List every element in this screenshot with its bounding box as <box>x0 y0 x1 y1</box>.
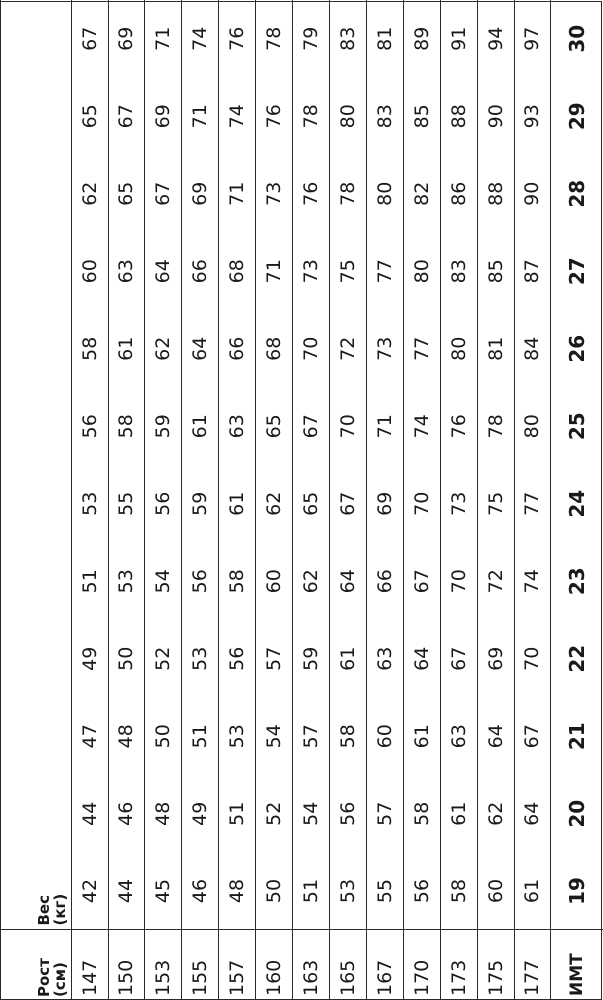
weight-cell: 49 <box>71 620 108 698</box>
weight-cell: 73 <box>440 465 477 543</box>
weight-cell: 80 <box>329 78 366 156</box>
height-cell: 155 <box>182 930 219 1000</box>
height-cell: 147 <box>71 930 108 1000</box>
weight-cell: 85 <box>403 78 440 156</box>
weight-cell: 42 <box>71 853 108 931</box>
weight-cell: 66 <box>182 233 219 311</box>
table-row <box>403 0 440 1000</box>
weight-cell: 53 <box>219 698 256 776</box>
weight-cell: 72 <box>329 310 366 388</box>
weight-cell: 71 <box>219 155 256 233</box>
weight-cell: 58 <box>440 853 477 931</box>
weight-cell: 97 <box>514 0 551 78</box>
bmi-value: 24 <box>551 465 603 543</box>
weight-cell: 55 <box>366 853 403 931</box>
weight-cell: 56 <box>219 620 256 698</box>
weight-cell: 71 <box>256 233 293 311</box>
bmi-value: 29 <box>551 78 603 156</box>
weight-cell: 78 <box>329 155 366 233</box>
weight-cell: 53 <box>329 853 366 931</box>
weight-cell: 51 <box>71 543 108 621</box>
weight-cell: 61 <box>182 388 219 466</box>
weight-cell: 81 <box>477 310 514 388</box>
weight-cell: 88 <box>440 78 477 156</box>
weight-cell: 62 <box>71 155 108 233</box>
weight-cell: 58 <box>403 775 440 853</box>
weight-cell: 45 <box>145 853 182 931</box>
weight-cell: 51 <box>219 775 256 853</box>
weight-cell: 70 <box>293 310 330 388</box>
weight-cell: 60 <box>477 853 514 931</box>
weight-cell: 59 <box>182 465 219 543</box>
weight-cell: 58 <box>329 698 366 776</box>
weight-cell: 64 <box>514 775 551 853</box>
weight-cell: 80 <box>514 388 551 466</box>
weight-cell: 73 <box>366 310 403 388</box>
table-row <box>366 0 403 1000</box>
weight-cell: 67 <box>293 388 330 466</box>
weight-cell: 60 <box>366 698 403 776</box>
weight-cell: 90 <box>514 155 551 233</box>
weight-cell: 48 <box>219 853 256 931</box>
weight-cell: 61 <box>514 853 551 931</box>
weight-cell: 76 <box>293 155 330 233</box>
weight-cell: 75 <box>329 233 366 311</box>
bmi-value: 25 <box>551 388 603 466</box>
weight-cell: 64 <box>403 620 440 698</box>
weight-cell: 67 <box>514 698 551 776</box>
weight-cell: 74 <box>403 388 440 466</box>
weight-cell: 64 <box>477 698 514 776</box>
weight-cell: 73 <box>293 233 330 311</box>
table-row <box>145 0 182 1000</box>
weight-cell: 80 <box>403 233 440 311</box>
weight-header-word: Вес <box>34 895 53 926</box>
weight-cell: 50 <box>145 698 182 776</box>
weight-cell: 84 <box>514 310 551 388</box>
height-header-word: Рост <box>34 958 53 997</box>
weight-cell: 77 <box>514 465 551 543</box>
weight-cell: 69 <box>182 155 219 233</box>
bmi-value: 19 <box>551 853 603 931</box>
weight-cell: 56 <box>145 465 182 543</box>
bmi-row <box>551 0 603 1000</box>
table-row <box>182 0 219 1000</box>
weight-cell: 62 <box>145 310 182 388</box>
weight-cell: 44 <box>71 775 108 853</box>
weight-cell: 62 <box>256 465 293 543</box>
weight-cell: 70 <box>329 388 366 466</box>
height-cell: 160 <box>256 930 293 1000</box>
weight-cell: 64 <box>182 310 219 388</box>
table-row <box>440 0 477 1000</box>
weight-cell: 74 <box>182 0 219 78</box>
weight-cell: 77 <box>366 233 403 311</box>
weight-cell: 61 <box>108 310 145 388</box>
weight-cell: 70 <box>514 620 551 698</box>
weight-cell: 67 <box>71 0 108 78</box>
weight-cell: 67 <box>329 465 366 543</box>
weight-cell: 60 <box>71 233 108 311</box>
height-cell: 177 <box>514 930 551 1000</box>
weight-cell: 79 <box>293 0 330 78</box>
weight-cell: 68 <box>219 233 256 311</box>
weight-cell: 78 <box>477 388 514 466</box>
height-cell: 153 <box>145 930 182 1000</box>
table-row <box>219 0 256 1000</box>
weight-header-unit: (кг) <box>50 893 69 926</box>
weight-cell: 70 <box>440 543 477 621</box>
height-header-unit: (см) <box>50 962 69 997</box>
weight-cell: 51 <box>293 853 330 931</box>
weight-cell: 47 <box>71 698 108 776</box>
weight-cell: 90 <box>477 78 514 156</box>
table-row <box>477 0 514 1000</box>
weight-cell: 86 <box>440 155 477 233</box>
bmi-value: 23 <box>551 543 603 621</box>
weight-cell: 56 <box>182 543 219 621</box>
weight-cell: 69 <box>108 0 145 78</box>
weight-cell: 49 <box>182 775 219 853</box>
weight-cell: 67 <box>440 620 477 698</box>
weight-cell: 89 <box>403 0 440 78</box>
height-cell: 175 <box>477 930 514 1000</box>
weight-cell: 48 <box>145 775 182 853</box>
bmi-value: 30 <box>551 0 603 78</box>
height-cell: 167 <box>366 930 403 1000</box>
weight-cell: 61 <box>403 698 440 776</box>
weight-cell: 61 <box>440 775 477 853</box>
header-spacer <box>1 0 72 853</box>
weight-cell: 76 <box>256 78 293 156</box>
table-body <box>1 0 603 1000</box>
weight-cell: 72 <box>477 543 514 621</box>
table-row <box>108 0 145 1000</box>
weight-cell: 65 <box>108 155 145 233</box>
weight-cell: 53 <box>108 543 145 621</box>
bmi-value: 27 <box>551 233 603 311</box>
weight-cell: 71 <box>182 78 219 156</box>
weight-cell: 83 <box>329 0 366 78</box>
table-row <box>256 0 293 1000</box>
weight-cell: 80 <box>440 310 477 388</box>
weight-cell: 91 <box>440 0 477 78</box>
weight-cell: 74 <box>219 78 256 156</box>
weight-cell: 87 <box>514 233 551 311</box>
height-cell: 150 <box>108 930 145 1000</box>
bmi-value: 26 <box>551 310 603 388</box>
weight-cell: 77 <box>403 310 440 388</box>
weight-cell: 67 <box>108 78 145 156</box>
table-row <box>514 0 551 1000</box>
weight-cell: 68 <box>256 310 293 388</box>
weight-cell: 59 <box>145 388 182 466</box>
weight-cell: 66 <box>219 310 256 388</box>
weight-cell: 66 <box>366 543 403 621</box>
height-cell: 170 <box>403 930 440 1000</box>
weight-cell: 78 <box>256 0 293 78</box>
weight-cell: 57 <box>366 775 403 853</box>
weight-cell: 74 <box>514 543 551 621</box>
weight-cell: 61 <box>329 620 366 698</box>
weight-cell: 64 <box>329 543 366 621</box>
weight-cell: 76 <box>440 388 477 466</box>
weight-cell: 83 <box>440 233 477 311</box>
weight-cell: 56 <box>403 853 440 931</box>
weight-cell: 48 <box>108 698 145 776</box>
weight-cell: 46 <box>108 775 145 853</box>
weight-cell: 62 <box>293 543 330 621</box>
bmi-label: ИМТ <box>551 930 603 1000</box>
table-row <box>71 0 108 1000</box>
weight-cell: 62 <box>477 775 514 853</box>
weight-cell: 57 <box>256 620 293 698</box>
weight-cell: 93 <box>514 78 551 156</box>
weight-cell: 56 <box>71 388 108 466</box>
weight-cell: 52 <box>256 775 293 853</box>
weight-cell: 76 <box>219 0 256 78</box>
weight-cell: 54 <box>293 775 330 853</box>
table-row <box>293 0 330 1000</box>
weight-cell: 46 <box>182 853 219 931</box>
height-cell: 173 <box>440 930 477 1000</box>
weight-cell: 75 <box>477 465 514 543</box>
weight-cell: 58 <box>71 310 108 388</box>
weight-cell: 73 <box>256 155 293 233</box>
weight-cell: 65 <box>293 465 330 543</box>
weight-cell: 63 <box>108 233 145 311</box>
table-row <box>329 0 366 1000</box>
weight-cell: 56 <box>329 775 366 853</box>
weight-cell: 65 <box>256 388 293 466</box>
weight-cell: 60 <box>256 543 293 621</box>
height-cell: 163 <box>293 930 330 1000</box>
weight-cell: 88 <box>477 155 514 233</box>
header-row <box>1 0 72 1000</box>
weight-cell: 69 <box>366 465 403 543</box>
weight-cell: 70 <box>403 465 440 543</box>
weight-cell: 83 <box>366 78 403 156</box>
height-cell: 165 <box>329 930 366 1000</box>
weight-cell: 57 <box>293 698 330 776</box>
weight-cell: 61 <box>219 465 256 543</box>
height-cell: 157 <box>219 930 256 1000</box>
weight-cell: 58 <box>219 543 256 621</box>
weight-cell: 82 <box>403 155 440 233</box>
bmi-value: 28 <box>551 155 603 233</box>
weight-cell: 50 <box>256 853 293 931</box>
weight-cell: 54 <box>145 543 182 621</box>
weight-cell: 55 <box>108 465 145 543</box>
weight-cell: 80 <box>366 155 403 233</box>
bmi-value: 20 <box>551 775 603 853</box>
weight-cell: 53 <box>71 465 108 543</box>
weight-cell: 53 <box>182 620 219 698</box>
weight-cell: 51 <box>182 698 219 776</box>
weight-cell: 64 <box>145 233 182 311</box>
weight-cell: 78 <box>293 78 330 156</box>
bmi-value: 22 <box>551 620 603 698</box>
weight-cell: 63 <box>440 698 477 776</box>
weight-cell: 54 <box>256 698 293 776</box>
weight-cell: 69 <box>145 78 182 156</box>
weight-cell: 85 <box>477 233 514 311</box>
weight-cell: 63 <box>366 620 403 698</box>
weight-cell: 94 <box>477 0 514 78</box>
weight-cell: 71 <box>366 388 403 466</box>
weight-cell: 67 <box>145 155 182 233</box>
weight-cell: 44 <box>108 853 145 931</box>
height-header <box>1 930 72 1000</box>
bmi-value: 21 <box>551 698 603 776</box>
weight-cell: 81 <box>366 0 403 78</box>
weight-cell: 69 <box>477 620 514 698</box>
weight-cell: 63 <box>219 388 256 466</box>
weight-cell: 67 <box>403 543 440 621</box>
weight-cell: 65 <box>71 78 108 156</box>
weight-cell: 71 <box>145 0 182 78</box>
weight-cell: 59 <box>293 620 330 698</box>
weight-cell: 52 <box>145 620 182 698</box>
weight-header <box>1 853 72 931</box>
weight-cell: 58 <box>108 388 145 466</box>
weight-cell: 50 <box>108 620 145 698</box>
